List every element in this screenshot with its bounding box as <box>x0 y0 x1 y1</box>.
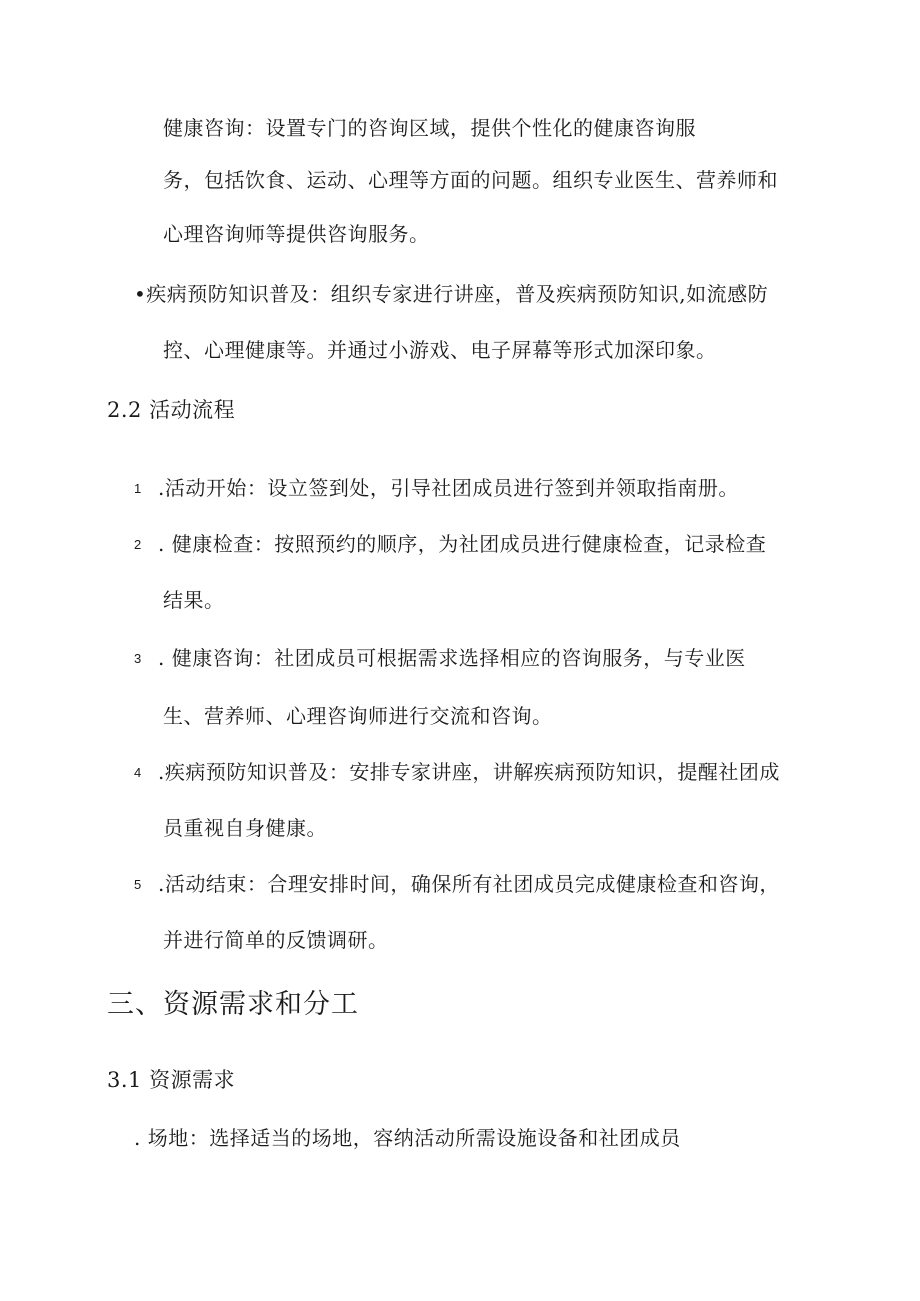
list-item-text: .活动结束：合理安排时间，确保所有社团成员完成健康检查和咨询， <box>158 872 780 896</box>
list-number: 2 <box>134 537 142 552</box>
bullet-item-line: •疾病预防知识普及：组织专家进行讲座，普及疾病预防知识,如流感防 <box>134 282 769 306</box>
paragraph-line: 心理咨询师等提供咨询服务。 <box>163 222 430 246</box>
chapter-heading: 三、资源需求和分工 <box>107 989 359 1020</box>
list-number: 1 <box>134 481 142 496</box>
list-item-text: .疾病预防知识普及：安排专家讲座，讲解疾病预防知识，提醒社团成 <box>158 760 780 784</box>
list-number: 5 <box>134 877 142 892</box>
list-item-continuation: 结果。 <box>163 588 225 612</box>
list-item-text: . 健康检查：按照预约的顺序，为社团成员进行健康检查，记录检查 <box>158 532 767 556</box>
section-heading: 2.2 活动流程 <box>107 398 236 422</box>
list-item-text: . 健康咨询：社团成员可根据需求选择相应的咨询服务，与专业医 <box>158 646 746 670</box>
list-item-continuation: 生、营养师、心理咨询师进行交流和咨询。 <box>163 704 553 728</box>
list-item-continuation: 员重视自身健康。 <box>163 816 327 840</box>
list-item <box>134 474 739 503</box>
list-item: . 场地：选择适当的场地，容纳活动所需设施设备和社团成员 <box>134 1126 681 1150</box>
list-item-text: .活动开始：设立签到处，引导社团成员进行签到并领取指南册。 <box>158 476 739 500</box>
list-item <box>134 530 766 559</box>
bullet-item-line: 控、心理健康等。并通过小游戏、电子屏幕等形式加深印象。 <box>163 338 717 362</box>
section-heading: 3.1 资源需求 <box>107 1068 236 1092</box>
paragraph-line: 务，包括饮食、运动、心理等方面的问题。组织专业医生、营养师和 <box>163 168 778 192</box>
list-item-continuation: 并进行简单的反馈调研。 <box>163 928 389 952</box>
list-item <box>134 758 780 787</box>
list-item <box>134 870 780 899</box>
list-number: 4 <box>134 765 142 780</box>
paragraph-line: 健康咨询：设置专门的咨询区域，提供个性化的健康咨询服 <box>163 116 696 140</box>
list-item <box>134 644 746 673</box>
list-number: 3 <box>134 651 142 666</box>
